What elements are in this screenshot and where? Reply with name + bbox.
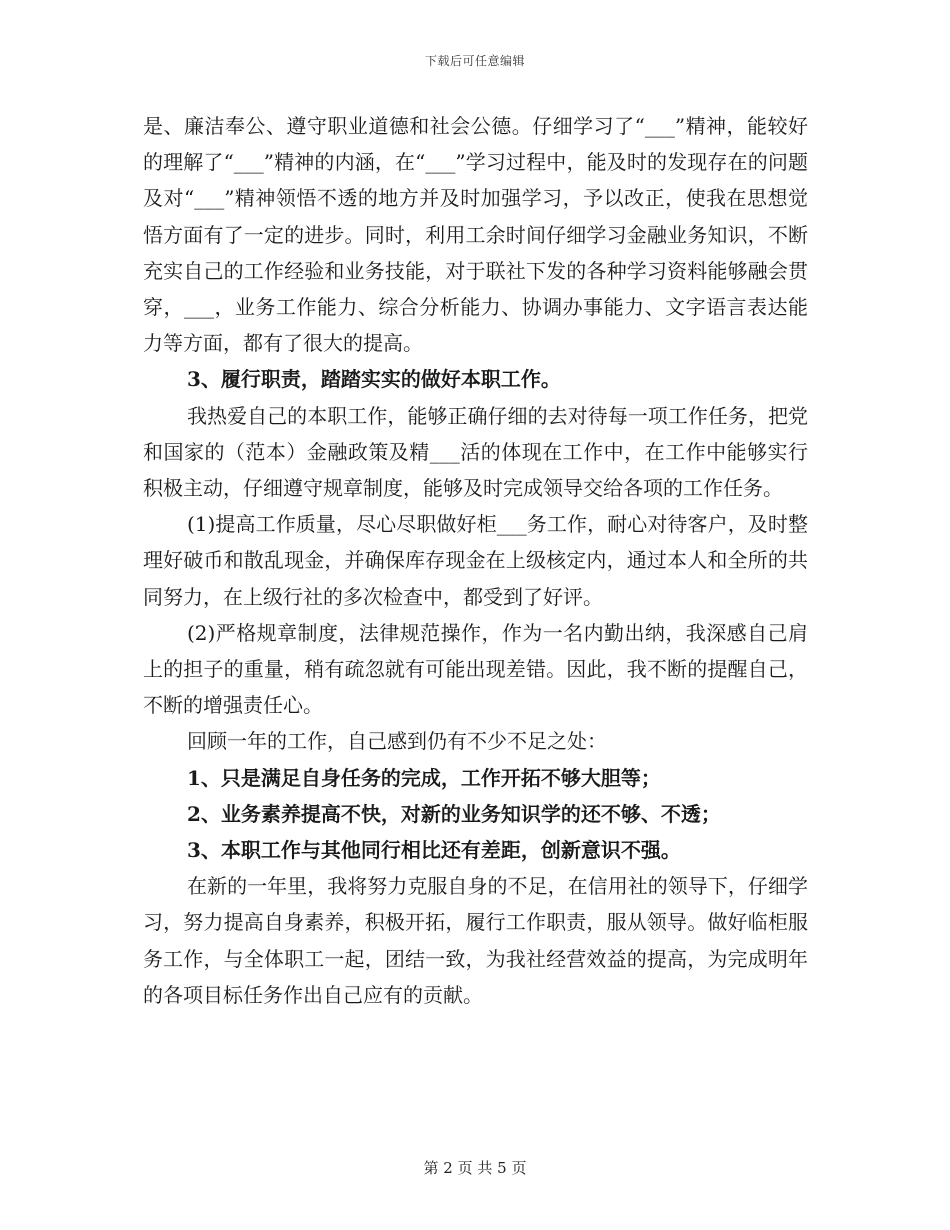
- paragraph-item-1-quality: (1)提高工作质量，尽心尽职做好柜___务工作，耐心对待客户，及时整理好破币和散乱现金，并确保库存现金在上级核定内，通过本人和全所的共同努力，在上级行社的多次检查中，都受到了好评。: [143, 512, 808, 609]
- page-number-footer: 第 2 页 共 5 页: [423, 1159, 527, 1177]
- shortcoming-item-3: 3、本职工作与其他同行相比还有差距，创新意识不强。: [187, 838, 681, 863]
- page-header: 下载后可任意编辑: [424, 54, 525, 68]
- section-heading-duties: 3、履行职责，踏踏实实的做好本职工作。: [187, 367, 561, 392]
- shortcoming-item-1: 1、只是满足自身任务的完成，工作开拓不够大胆等；: [187, 765, 661, 790]
- paragraph-review-intro: 回顾一年的工作，自己感到仍有不少不足之处：: [187, 729, 607, 754]
- paragraph-love-work: 我热爱自己的本职工作，能够正确仔细的去对待每一项工作任务，把党和国家的（范本）金融政策及精___活的体现在工作中，在工作中能够实行积极主动，仔细遵守规章制度，能够及时完成领导交给各项的工作任务。: [143, 403, 808, 501]
- paragraph-study-summary: 是、廉洁奉公、遵守职业道德和社会公德。仔细学习了“___”精神，能较好的理解了“___”精神的内涵，在“___”学习过程中，能及时的发现存在的问题及对“___”精神领悟不透的地方并及时加强学习，予以改正，使我在思想觉悟方面有了一定的进步。同时，利用工余时间仔细学习金融业务知识，不断充实自己的工作经验和业务技能，对于联社下发的各种学习资料能够融会贯穿，___，业务工作能力、综合分析能力、协调办事能力、文字语言表达能力等方面，都有了很大的提高。: [143, 114, 808, 356]
- shortcoming-item-2: 2、业务素养提高不快，对新的业务知识学的还不够、不透；: [187, 801, 721, 826]
- document-body: [143, 108, 808, 1013]
- paragraph-item-2-rules: (2)严格规章制度，法律规范操作，作为一名内勤出纳，我深感自己肩上的担子的重量，稍有疏忽就有可能出现差错。因此，我不断的提醒自己，不断的增强责任心。: [143, 620, 808, 718]
- paragraph-new-year-plan: 在新的一年里，我将努力克服自身的不足，在信用社的领导下，仔细学习，努力提高自身素养，积极开拓，履行工作职责，服从领导。做好临柜服务工作，与全体职工一起，团结一致，为我社经营效益的提高，为完成明年的各项目标任务作出自己应有的贡献。: [143, 874, 808, 1007]
